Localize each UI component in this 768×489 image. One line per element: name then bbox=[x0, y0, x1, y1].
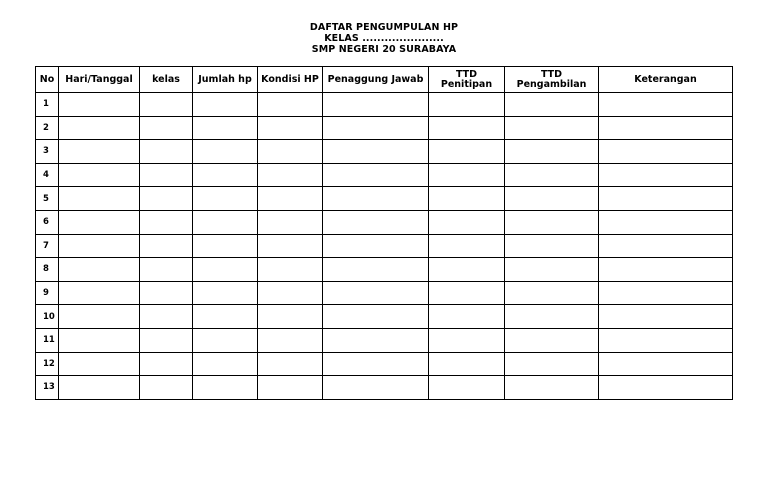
cell-kondisi-hp bbox=[258, 258, 323, 282]
title-line-2: KELAS ...................... bbox=[324, 33, 444, 44]
title-line-3: SMP NEGERI 20 SURABAYA bbox=[311, 44, 457, 55]
cell-keterangan bbox=[599, 187, 733, 211]
cell-jumlah-hp bbox=[193, 187, 258, 211]
cell-kelas bbox=[140, 328, 193, 352]
header-ttd-pengambilan: TTD Pengambilan bbox=[505, 67, 599, 93]
title-line-1: DAFTAR PENGUMPULAN HP bbox=[309, 22, 459, 33]
cell-kondisi-hp bbox=[258, 93, 323, 117]
cell-ttd-pengambilan bbox=[505, 305, 599, 329]
cell-hari-tanggal bbox=[59, 187, 140, 211]
cell-ttd-penitipan bbox=[429, 140, 505, 164]
row-number: 4 bbox=[36, 163, 59, 187]
header-kelas: kelas bbox=[140, 67, 193, 93]
cell-hari-tanggal bbox=[59, 328, 140, 352]
document-title bbox=[0, 22, 768, 55]
cell-penanggung-jawab bbox=[323, 305, 429, 329]
cell-jumlah-hp bbox=[193, 352, 258, 376]
cell-kelas bbox=[140, 376, 193, 400]
cell-jumlah-hp bbox=[193, 140, 258, 164]
cell-jumlah-hp bbox=[193, 258, 258, 282]
cell-jumlah-hp bbox=[193, 116, 258, 140]
cell-kelas bbox=[140, 281, 193, 305]
cell-ttd-pengambilan bbox=[505, 210, 599, 234]
row-number: 2 bbox=[36, 116, 59, 140]
header-penanggung-jawab: Penaggung Jawab bbox=[323, 67, 429, 93]
cell-kelas bbox=[140, 305, 193, 329]
table-row bbox=[36, 140, 733, 164]
cell-kelas bbox=[140, 234, 193, 258]
cell-kondisi-hp bbox=[258, 352, 323, 376]
cell-ttd-penitipan bbox=[429, 281, 505, 305]
cell-jumlah-hp bbox=[193, 376, 258, 400]
cell-ttd-pengambilan bbox=[505, 352, 599, 376]
cell-penanggung-jawab bbox=[323, 116, 429, 140]
cell-penanggung-jawab bbox=[323, 328, 429, 352]
cell-ttd-penitipan bbox=[429, 376, 505, 400]
row-number: 12 bbox=[36, 352, 59, 376]
cell-jumlah-hp bbox=[193, 305, 258, 329]
cell-kondisi-hp bbox=[258, 116, 323, 140]
cell-hari-tanggal bbox=[59, 305, 140, 329]
collection-table bbox=[35, 66, 733, 400]
cell-jumlah-hp bbox=[193, 210, 258, 234]
cell-penanggung-jawab bbox=[323, 281, 429, 305]
cell-keterangan bbox=[599, 258, 733, 282]
cell-keterangan bbox=[599, 328, 733, 352]
table-row bbox=[36, 352, 733, 376]
cell-hari-tanggal bbox=[59, 281, 140, 305]
cell-ttd-pengambilan bbox=[505, 281, 599, 305]
header-row bbox=[36, 67, 733, 93]
cell-kondisi-hp bbox=[258, 234, 323, 258]
cell-kelas bbox=[140, 258, 193, 282]
row-number: 11 bbox=[36, 328, 59, 352]
header-jumlah-hp: Jumlah hp bbox=[193, 67, 258, 93]
cell-keterangan bbox=[599, 305, 733, 329]
cell-ttd-pengambilan bbox=[505, 328, 599, 352]
cell-keterangan bbox=[599, 93, 733, 117]
table-row bbox=[36, 93, 733, 117]
cell-kondisi-hp bbox=[258, 140, 323, 164]
cell-keterangan bbox=[599, 210, 733, 234]
cell-keterangan bbox=[599, 140, 733, 164]
row-number: 9 bbox=[36, 281, 59, 305]
cell-ttd-penitipan bbox=[429, 234, 505, 258]
cell-ttd-penitipan bbox=[429, 93, 505, 117]
cell-kondisi-hp bbox=[258, 376, 323, 400]
cell-jumlah-hp bbox=[193, 328, 258, 352]
cell-hari-tanggal bbox=[59, 258, 140, 282]
cell-keterangan bbox=[599, 376, 733, 400]
cell-ttd-penitipan bbox=[429, 187, 505, 211]
cell-jumlah-hp bbox=[193, 163, 258, 187]
cell-ttd-pengambilan bbox=[505, 140, 599, 164]
cell-jumlah-hp bbox=[193, 234, 258, 258]
row-number: 7 bbox=[36, 234, 59, 258]
table-body bbox=[36, 93, 733, 400]
cell-ttd-penitipan bbox=[429, 163, 505, 187]
header-no: No bbox=[36, 67, 59, 93]
cell-kondisi-hp bbox=[258, 163, 323, 187]
cell-kelas bbox=[140, 187, 193, 211]
header-ttd-penitipan: TTD Penitipan bbox=[429, 67, 505, 93]
cell-hari-tanggal bbox=[59, 163, 140, 187]
cell-kelas bbox=[140, 163, 193, 187]
table-row bbox=[36, 281, 733, 305]
row-number: 13 bbox=[36, 376, 59, 400]
cell-ttd-penitipan bbox=[429, 258, 505, 282]
cell-kelas bbox=[140, 140, 193, 164]
cell-hari-tanggal bbox=[59, 210, 140, 234]
row-number: 1 bbox=[36, 93, 59, 117]
row-number: 8 bbox=[36, 258, 59, 282]
table-row bbox=[36, 163, 733, 187]
table-row bbox=[36, 234, 733, 258]
cell-hari-tanggal bbox=[59, 234, 140, 258]
cell-penanggung-jawab bbox=[323, 376, 429, 400]
cell-jumlah-hp bbox=[193, 281, 258, 305]
row-number: 5 bbox=[36, 187, 59, 211]
cell-hari-tanggal bbox=[59, 116, 140, 140]
cell-jumlah-hp bbox=[193, 93, 258, 117]
cell-ttd-pengambilan bbox=[505, 93, 599, 117]
cell-hari-tanggal bbox=[59, 140, 140, 164]
cell-ttd-penitipan bbox=[429, 305, 505, 329]
cell-penanggung-jawab bbox=[323, 352, 429, 376]
cell-penanggung-jawab bbox=[323, 93, 429, 117]
cell-keterangan bbox=[599, 234, 733, 258]
cell-kelas bbox=[140, 93, 193, 117]
cell-kondisi-hp bbox=[258, 187, 323, 211]
cell-ttd-pengambilan bbox=[505, 234, 599, 258]
row-number: 3 bbox=[36, 140, 59, 164]
cell-ttd-penitipan bbox=[429, 352, 505, 376]
cell-keterangan bbox=[599, 163, 733, 187]
cell-ttd-penitipan bbox=[429, 210, 505, 234]
cell-kondisi-hp bbox=[258, 210, 323, 234]
table-row bbox=[36, 305, 733, 329]
cell-penanggung-jawab bbox=[323, 163, 429, 187]
table-row bbox=[36, 210, 733, 234]
cell-kelas bbox=[140, 352, 193, 376]
cell-ttd-pengambilan bbox=[505, 258, 599, 282]
cell-ttd-pengambilan bbox=[505, 163, 599, 187]
cell-penanggung-jawab bbox=[323, 140, 429, 164]
cell-hari-tanggal bbox=[59, 376, 140, 400]
cell-hari-tanggal bbox=[59, 352, 140, 376]
cell-ttd-penitipan bbox=[429, 116, 505, 140]
cell-kondisi-hp bbox=[258, 328, 323, 352]
header-keterangan: Keterangan bbox=[599, 67, 733, 93]
table-row bbox=[36, 376, 733, 400]
header-kondisi-hp: Kondisi HP bbox=[258, 67, 323, 93]
cell-kondisi-hp bbox=[258, 305, 323, 329]
cell-ttd-pengambilan bbox=[505, 187, 599, 211]
cell-hari-tanggal bbox=[59, 93, 140, 117]
cell-penanggung-jawab bbox=[323, 234, 429, 258]
cell-penanggung-jawab bbox=[323, 210, 429, 234]
cell-keterangan bbox=[599, 281, 733, 305]
cell-keterangan bbox=[599, 116, 733, 140]
cell-ttd-penitipan bbox=[429, 328, 505, 352]
table-row bbox=[36, 258, 733, 282]
row-number: 10 bbox=[36, 305, 59, 329]
cell-ttd-pengambilan bbox=[505, 116, 599, 140]
cell-kelas bbox=[140, 210, 193, 234]
table-row bbox=[36, 328, 733, 352]
cell-kelas bbox=[140, 116, 193, 140]
cell-kondisi-hp bbox=[258, 281, 323, 305]
cell-penanggung-jawab bbox=[323, 258, 429, 282]
cell-penanggung-jawab bbox=[323, 187, 429, 211]
cell-ttd-pengambilan bbox=[505, 376, 599, 400]
row-number: 6 bbox=[36, 210, 59, 234]
table-row bbox=[36, 116, 733, 140]
cell-keterangan bbox=[599, 352, 733, 376]
header-hari-tanggal: Hari/Tanggal bbox=[59, 67, 140, 93]
table-row bbox=[36, 187, 733, 211]
